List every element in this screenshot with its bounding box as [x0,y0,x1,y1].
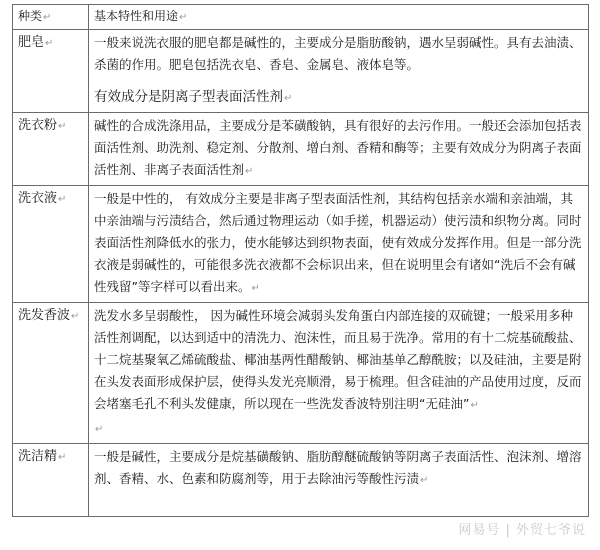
row-text: 一般来说洗衣服的肥皂都是碱性的，主要成分是脂肪酸钠，遇水呈弱碱性。具有去油渍、杀菌的作用。肥皂包括洗衣皂、香皂、金属皂、液体皂等。 [94,35,582,72]
row-text-cell: 碱性的合成洗涤用品，主要成分是苯磺酸钠，具有很好的去污作用。一般还会添加包括表面活性剂、助洗剂、稳定剂、分散剂、增白剂、香精和酶等；主要有效成分为阴离子表面活性剂、非离子表面活性剂↵ [89,113,589,186]
row-text-cell: 一般是碱性，主要成分是烷基磺酸钠、脂肪醇醚硫酸钠等阴离子表面活性、泡沫剂、增溶剂、香精、水、色素和防腐剂等，用于去除油污等酸性污渍↵ [89,444,589,517]
row-text: 一般是中性的， 有效成分主要是非离子型表面活性剂，其结构包括亲水端和亲油端，其中亲油端与污渍结合，然后通过物理运动（如手搓，机器运动）使污渍和织物分离。同时表面活性剂降低水的张力，使水能够达到织物表面，使有效成分发挥作用。但是一部分洗衣液是弱碱性的，可能很多洗衣液都不会标识出来，但在说明里会有诸如“洗后不会有碱性残留”等字样可以看出来。 [94,191,582,294]
row-name-cell: 洗发香波↵ [13,303,89,444]
table-row [13,444,589,517]
header-properties-cell: 基本特性和用途↵ [89,5,589,30]
table-row [13,303,589,444]
row-name: 洗发香波 [18,308,71,323]
row-name-cell: 洗洁精↵ [13,444,89,517]
table-row [13,113,589,186]
table-row [13,30,589,113]
table-row [13,186,589,303]
row-note: 有效成分是阴离子型表面活性剂↵ [94,89,293,105]
row-text: 洗发水多呈弱酸性， 因为碱性环境会减弱头发角蛋白内部连接的双硫键；一般采用多种活性剂调配，以达到适中的清洗力、泡沫性，而且易于洗净。常用的有十二烷基硫酸盐、十二烷基聚氧乙烯硫酸盐、椰油基两性醋酸钠、椰油基单乙醇酰胺；以及硅油，主要是附在头发表面形成保护层，使得头发光亮顺滑，易于梳理。但含硅油的产品使用过度，反而会堵塞毛孔不利头发健康，所以现在一些洗发香波特别注明“无硅油” [94,308,582,411]
row-text-cell: 一般是中性的， 有效成分主要是非离子型表面活性剂，其结构包括亲水端和亲油端，其中亲油端与污渍结合，然后通过物理运动（如手搓，机器运动）使污渍和织物分离。同时表面活性剂降低水的张力，使水能够达到织物表面，使有效成分发挥作用。但是一部分洗衣液是弱碱性的，可能很多洗衣液都不会标识出来，但在说明里会有诸如“洗后不会有碱性残留”等字样可以看出来。↵ [89,186,589,303]
row-text: 碱性的合成洗涤用品，主要成分是苯磺酸钠，具有很好的去污作用。一般还会添加包括表面活性剂、助洗剂、稳定剂、分散剂、增白剂、香精和酶等；主要有效成分为阴离子表面活性剂、非离子表面活性剂 [94,118,582,177]
detergent-table [12,4,589,517]
header-properties: 基本特性和用途 [94,9,179,23]
row-name-cell: 肥皂↵ [13,30,89,113]
watermark: 网易号 | 外贸七爷说 [458,523,586,538]
row-text-cell [89,30,589,113]
row-name: 洗衣液 [18,191,58,206]
row-name-cell: 洗衣液↵ [13,186,89,303]
row-name-cell: 洗衣粉↵ [13,113,89,186]
row-name: 洗洁精 [18,449,58,464]
header-type: 种类 [18,9,43,23]
header-type-cell: 种类↵ [13,5,89,30]
table-header-row [13,5,589,30]
row-text: 一般是碱性，主要成分是烷基磺酸钠、脂肪醇醚硫酸钠等阴离子表面活性、泡沫剂、增溶剂、香精、水、色素和防腐剂等，用于去除油污等酸性污渍 [94,449,582,486]
row-text-cell: 洗发水多呈弱酸性， 因为碱性环境会减弱头发角蛋白内部连接的双硫键；一般采用多种活性剂调配，以达到适中的清洗力、泡沫性，而且易于洗净。常用的有十二烷基硫酸盐、十二烷基聚氧乙烯硫酸盐、椰油基两性醋酸钠、椰油基单乙醇酰胺；以及硅油，主要是附在头发表面形成保护层，使得头发光亮顺滑，易于梳理。但含硅油的产品使用过度，反而会堵塞毛孔不利头发健康，所以现在一些洗发香波特别注明“无硅油”↵ ↵ [89,303,589,444]
row-name: 肥皂 [18,35,45,50]
row-name: 洗衣粉 [18,118,58,133]
